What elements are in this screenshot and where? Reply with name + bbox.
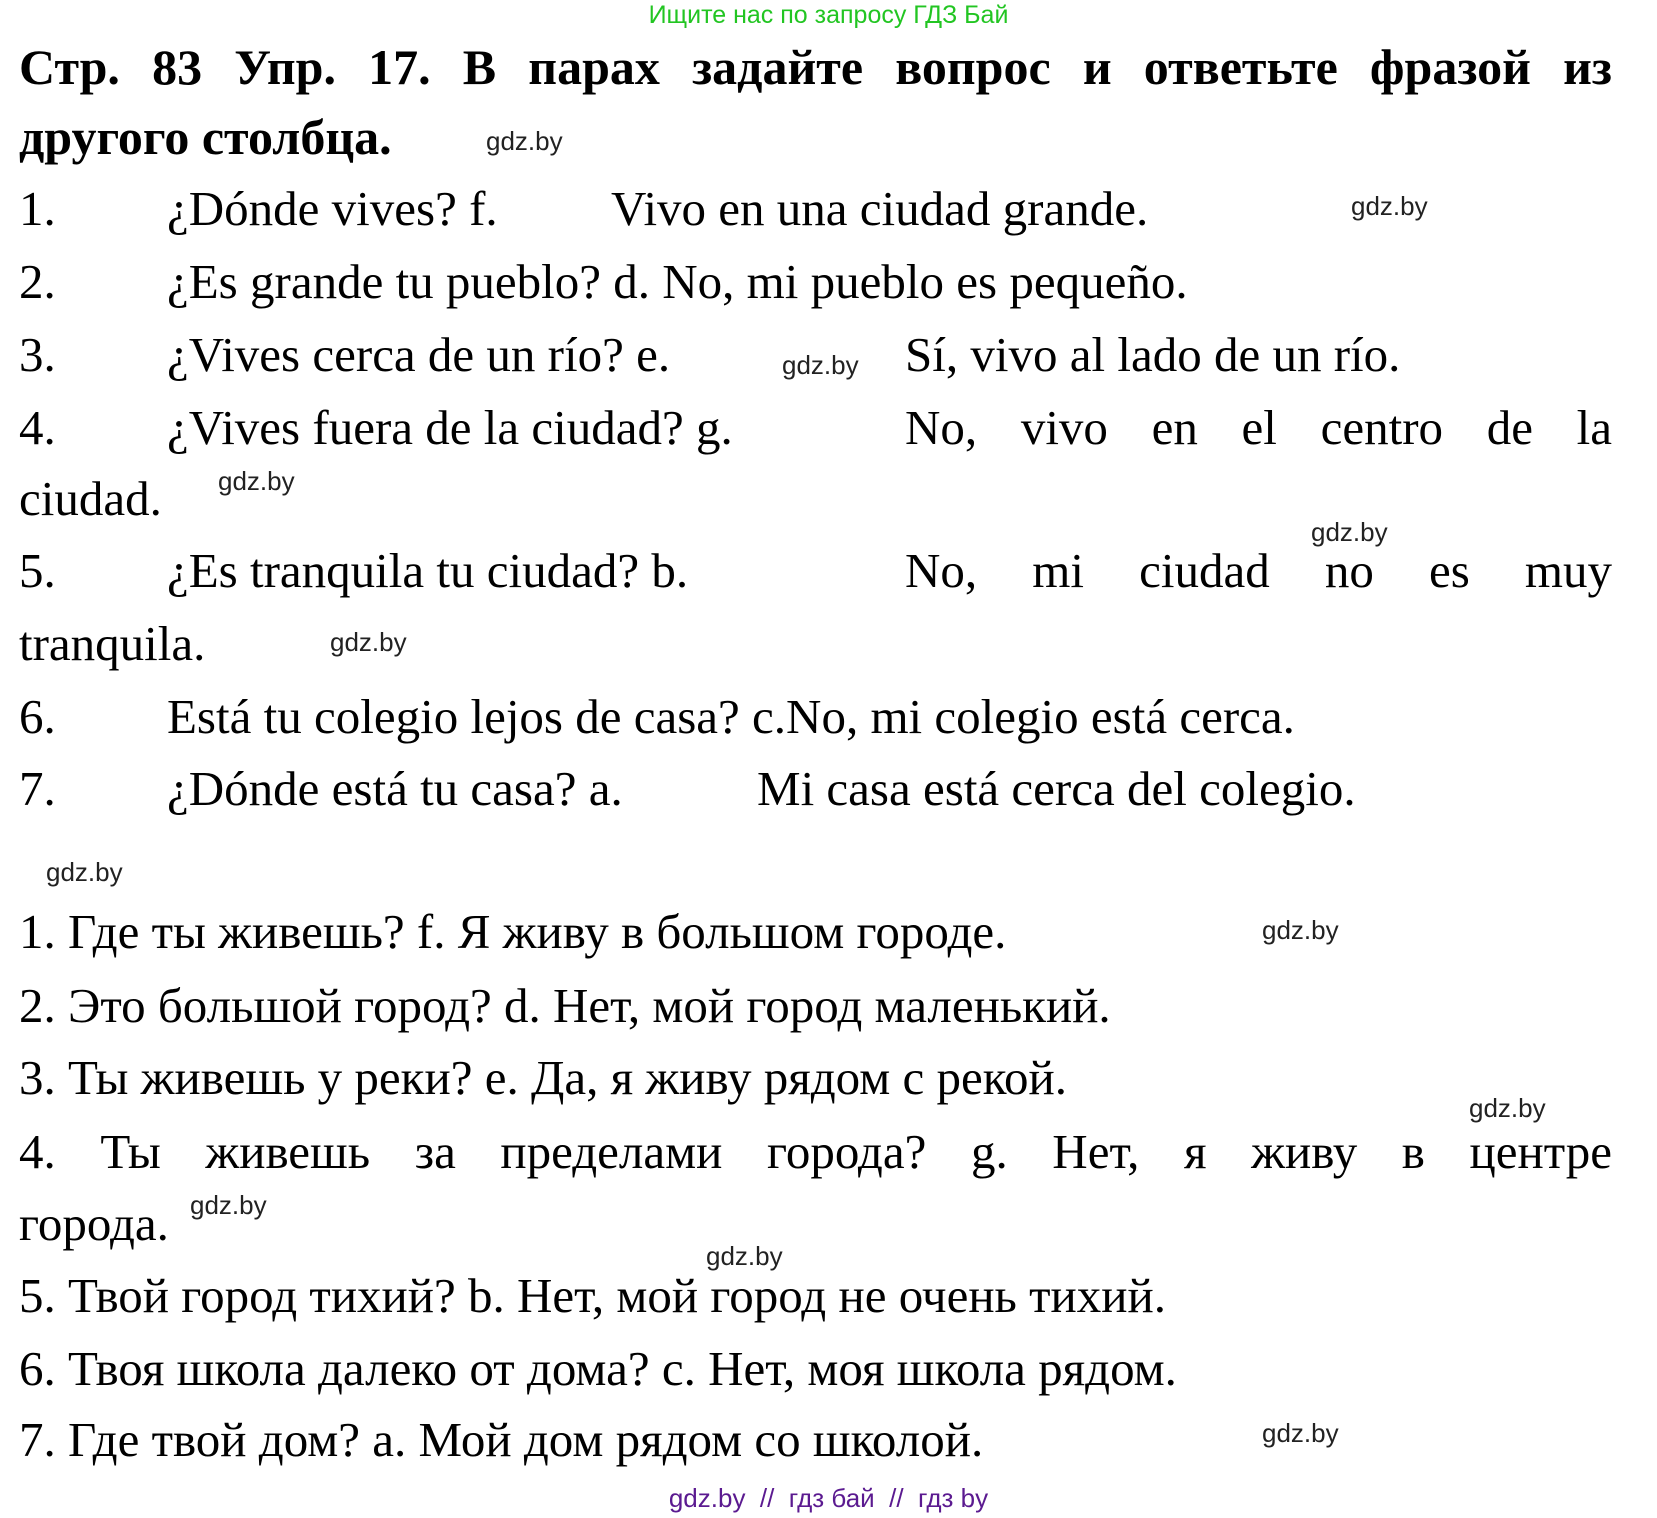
item-number: 6. (19, 689, 56, 744)
exercise-title-line1: Стр. 83 Упр. 17. В парах задайте вопрос и ответьте фразой из (19, 39, 1612, 95)
item-number: 3. (19, 327, 56, 382)
watermark: gdz.by (330, 627, 407, 657)
spanish-item-5-continuation: tranquila. (19, 616, 206, 671)
item-number: 2. (19, 254, 56, 309)
russian-item-2: 2. Это большой город? d. Нет, мой город маленький. (19, 978, 1111, 1033)
footer-watermark: gdz.by // гдз бай // гдз by (668, 1483, 989, 1513)
watermark: gdz.by (706, 1241, 783, 1271)
exercise-title-line2: другого столбца. (19, 109, 392, 165)
question: Está tu colegio lejos de casa? c.No, mi colegio está cerca. (167, 689, 1295, 744)
russian-item-6: 6. Твоя школа далеко от дома? c. Нет, моя школа рядом. (19, 1341, 1177, 1396)
watermark: gdz.by (1311, 517, 1388, 547)
search-hint-header: Ищите нас по запросу ГДЗ Бай (648, 1, 1009, 29)
russian-item-4: 4. Ты живешь за пределами города? g. Нет, я живу в центре (19, 1124, 1612, 1179)
item-number: 4. (19, 400, 56, 455)
question: ¿Dónde está tu casa? a. (167, 761, 623, 816)
question: ¿Es grande tu pueblo? d. No, mi pueblo es pequeño. (167, 254, 1188, 309)
russian-item-4-continuation: города. (19, 1196, 169, 1251)
watermark: gdz.by (782, 350, 859, 380)
item-number: 5. (19, 543, 56, 598)
russian-item-3: 3. Ты живешь у реки? e. Да, я живу рядом с рекой. (19, 1050, 1068, 1105)
watermark: gdz.by (1469, 1093, 1546, 1123)
item-number: 1. (19, 181, 56, 236)
spanish-item-4-continuation: ciudad. (19, 471, 162, 526)
answer: Vivo en una ciudad grande. (611, 181, 1149, 236)
watermark: gdz.by (1351, 191, 1428, 221)
russian-item-1: 1. Где ты живешь? f. Я живу в большом городе. (19, 904, 1007, 959)
answer: Sí, vivo al lado de un río. (905, 327, 1401, 382)
answer: No, vivo en el centro de la (905, 400, 1612, 455)
watermark: gdz.by (46, 857, 123, 887)
watermark: gdz.by (1262, 1418, 1339, 1448)
question: ¿Dónde vives? f. (167, 181, 498, 236)
question: ¿Es tranquila tu ciudad? b. (167, 543, 689, 598)
watermark: gdz.by (218, 466, 295, 496)
question: ¿Vives fuera de la ciudad? g. (167, 400, 733, 455)
watermark: gdz.by (190, 1190, 267, 1220)
russian-item-5: 5. Твой город тихий? b. Нет, мой город не очень тихий. (19, 1268, 1166, 1323)
item-number: 7. (19, 761, 56, 816)
watermark: gdz.by (1262, 915, 1339, 945)
answer: Mi casa está cerca del colegio. (757, 761, 1356, 816)
question: ¿Vives cerca de un río? e. (167, 327, 671, 382)
watermark: gdz.by (486, 126, 563, 156)
russian-item-7: 7. Где твой дом? a. Мой дом рядом со школой. (19, 1412, 984, 1467)
answer: No, mi ciudad no es muy (905, 543, 1612, 598)
